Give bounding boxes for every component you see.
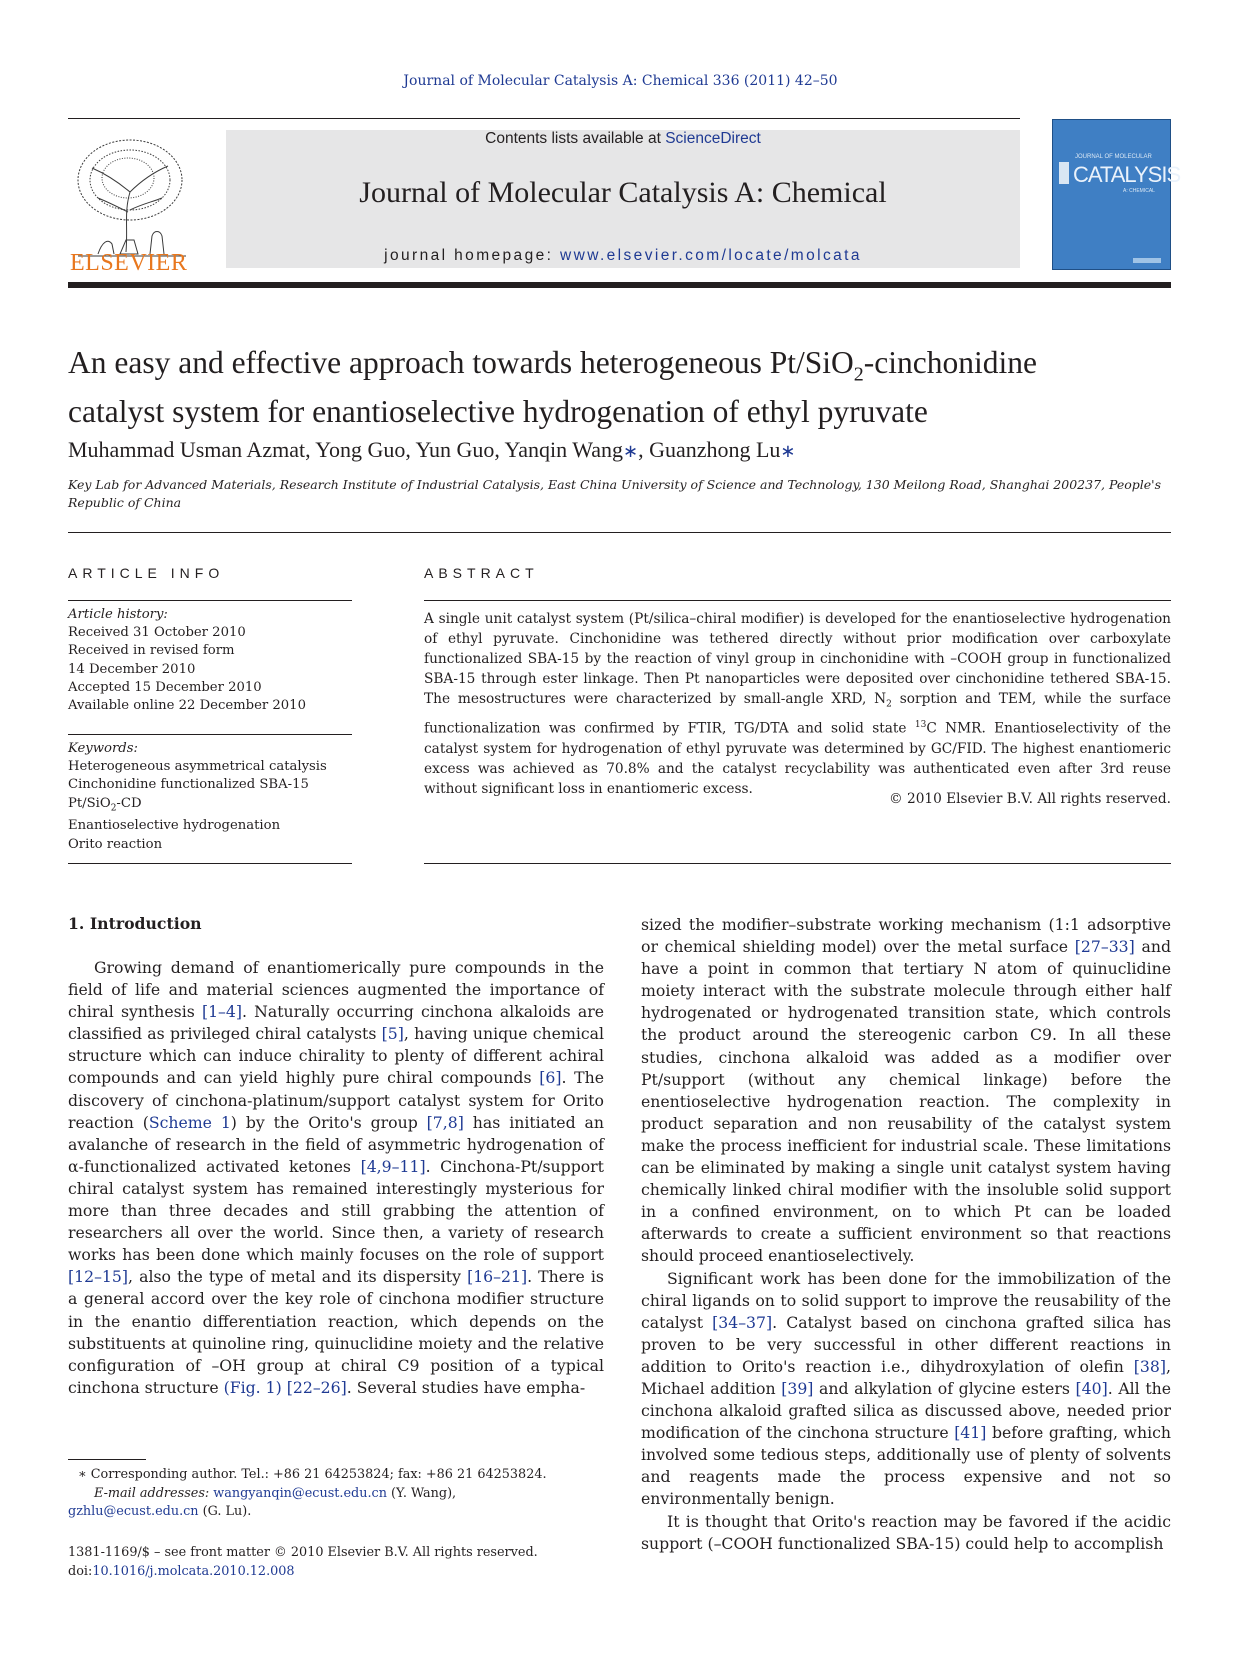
homepage-line bbox=[226, 247, 1020, 265]
keyword-item: Cinchonidine functionalized SBA-15 bbox=[68, 777, 309, 793]
ref-link[interactable]: [34–37] bbox=[712, 1312, 773, 1332]
ref-link[interactable]: [4,9–11] bbox=[360, 1156, 426, 1176]
corresponding-mark-2[interactable]: ∗ bbox=[780, 441, 796, 461]
authors-part1: Muhammad Usman Azmat, Yong Guo, Yun Guo, Yanqin Wang bbox=[68, 437, 623, 462]
abstract-bottom-rule bbox=[424, 863, 1171, 864]
ref-link[interactable]: [41] bbox=[954, 1423, 987, 1443]
email-link[interactable]: gzhlu@ecust.edu.cn bbox=[68, 1504, 199, 1519]
paragraph: It is thought that Orito's reaction may be favored if the acidic support (–COOH functionalized SBA-15) could help to accomplish bbox=[641, 1511, 1171, 1553]
ref-link[interactable]: [39] bbox=[781, 1378, 814, 1398]
body-column-left bbox=[68, 957, 604, 1399]
article-info-rule bbox=[68, 600, 352, 601]
affiliation: Key Lab for Advanced Materials, Research Institute of Industrial Catalysis, East China University of Science and Technology, 130 Meilong Road, Shanghai 200237, People's Republic of China bbox=[68, 477, 1161, 510]
keyword-item: Heterogeneous asymmetrical catalysis bbox=[68, 759, 327, 775]
ref-link[interactable]: [38] bbox=[1133, 1356, 1166, 1376]
sciencedirect-link[interactable]: ScienceDirect bbox=[665, 130, 761, 147]
abstract-heading: ABSTRACT bbox=[424, 565, 539, 581]
affiliation-rule bbox=[68, 532, 1171, 533]
author-list bbox=[68, 437, 1171, 463]
journal-cover-image bbox=[1052, 119, 1181, 270]
ref-link[interactable]: [5] bbox=[381, 1024, 404, 1044]
history-item: 14 December 2010 bbox=[68, 661, 196, 677]
scheme-link[interactable]: Scheme 1 bbox=[148, 1112, 231, 1132]
elsevier-wordmark: ELSEVIER bbox=[70, 250, 188, 276]
email-link[interactable]: wangyanqin@ecust.edu.cn bbox=[213, 1485, 387, 1501]
history-item: Received in revised form bbox=[68, 643, 235, 659]
contents-prefix: Contents lists available at bbox=[485, 130, 666, 147]
ref-link[interactable]: [22–26] bbox=[286, 1377, 347, 1397]
issn-line: 1381-1169/$ – see front matter © 2010 Elsevier B.V. All rights reserved. bbox=[68, 1545, 538, 1560]
footnote-rule bbox=[68, 1459, 146, 1460]
ref-link[interactable]: [12–15] bbox=[68, 1267, 129, 1287]
corresponding-author-note: ∗ Corresponding author. Tel.: +86 21 64253824; fax: +86 21 64253824. bbox=[78, 1467, 547, 1482]
body-column-right bbox=[641, 914, 1171, 1555]
history-item: Accepted 15 December 2010 bbox=[68, 679, 262, 695]
history-item: Available online 22 December 2010 bbox=[68, 698, 306, 714]
doi-link[interactable]: 10.1016/j.molcata.2010.12.008 bbox=[92, 1563, 295, 1579]
cover-title: CATALYSIS bbox=[1073, 162, 1181, 187]
info-bottom-rule bbox=[68, 863, 352, 864]
keyword-item: Enantioselective hydrogenation bbox=[68, 818, 281, 834]
title-subscript: 2 bbox=[853, 363, 864, 386]
keywords-label: Keywords: bbox=[68, 741, 138, 756]
history-item: Received 31 October 2010 bbox=[68, 625, 246, 641]
figure-link[interactable]: (Fig. 1) bbox=[223, 1377, 282, 1397]
copyright-line: © 2010 Elsevier B.V. All rights reserved. bbox=[888, 791, 1171, 807]
keywords-rule bbox=[68, 734, 352, 735]
history-label: Article history: bbox=[68, 607, 168, 622]
abstract-rule bbox=[424, 600, 1171, 601]
title-line1: An easy and effective approach towards heterogeneous Pt/SiO bbox=[68, 345, 854, 380]
section-heading-introduction: 1. Introduction bbox=[68, 914, 202, 933]
doi-label: doi: bbox=[68, 1563, 93, 1579]
footnote: ∗ Corresponding author. Tel.: +86 21 64253824; fax: +86 21 64253824. E-mail addresses: wangyanqin@ecust.edu.cn (Y. Wang), gzhlu@ecust.edu.cn (G. Lu). bbox=[68, 1466, 604, 1522]
front-matter bbox=[68, 1544, 604, 1581]
contents-line bbox=[226, 130, 1020, 148]
homepage-link[interactable]: www.elsevier.com/locate/molcata bbox=[560, 247, 862, 264]
journal-reference[interactable]: Journal of Molecular Catalysis A: Chemical 336 (2011) 42–50 bbox=[403, 73, 838, 89]
title-line1-end: -cinchonidine bbox=[863, 345, 1037, 380]
paragraph: sized the modifier–substrate working mechanism (1:1 adsorptive or chemical shielding model) over the metal surface [27–33] and have a point in common that tertiary N atom of quinuclidine moiety interact with the substrate molecule through either half hydrogenated or hydrogenated transition state, which controls the product around the stereogenic carbon C9. In all these studies, cinchona alkaloid was added as a modifier over Pt/support (without any chemical linkage) before the enentioselective hydrogenation reaction. The complexity in product separation and non reusability of the catalyst system make the process inefficient for industrial scale. These limitations can be eliminated by making a single unit catalyst system having chemically linked chiral modifier with the insoluble solid support in a confined environment, on to which Pt can be loaded afterwards to create a sufficient environment so that reactions should proceed enantioselectively. bbox=[641, 915, 1171, 1266]
homepage-prefix: journal homepage: bbox=[384, 247, 561, 264]
ref-link[interactable]: [1–4] bbox=[201, 1002, 242, 1022]
paragraph: Significant work has been done for the immobilization of the chiral ligands on to solid support to improve the reusability of the catalyst [34–37]. Catalyst based on cinchona grafted silica has proven to be very successful in other different reactions in addition to Orito's reaction i.e., dihydroxylation of olefin [38], Michael addition [39] and alkylation of glycine esters [40]. All the cinchona alkaloid grafted silica as discussed above, needed prior modification of the cinchona structure [41] before grafting, which involved some tedious steps, additionally use of plenty of solvents and reagents made the process expensive and not so environmentally benign. bbox=[641, 1268, 1172, 1509]
keyword-item: Pt/SiO$_2$-CD bbox=[68, 795, 142, 814]
keyword-item: Orito reaction bbox=[68, 836, 163, 852]
ref-link[interactable]: [7,8] bbox=[426, 1112, 464, 1132]
header-top-rule bbox=[68, 118, 1020, 119]
article-info-heading: ARTICLE INFO bbox=[68, 565, 225, 581]
title-line2: catalyst system for enantioselective hydrogenation of ethyl pyruvate bbox=[68, 394, 928, 430]
authors-part2: , Guanzhong Lu bbox=[638, 437, 781, 462]
cover-small-text: JOURNAL OF MOLECULAR bbox=[1075, 154, 1152, 160]
article-title bbox=[68, 344, 1171, 430]
paragraph: Growing demand of enantiomerically pure compounds in the field of life and material sciences augmented the importance of chiral synthesis [1–4]. Naturally occurring cinchona alkaloids are classified as privileged chiral catalysts [5], having unique chemical structure which can induce chirality to plenty of different achiral compounds and can yield highly pure chiral compounds [6]. The discovery of cinchona-platinum/support catalyst system for Orito reaction (Scheme 1) by the Orito's group [7,8] has initiated an avalanche of research in the field of asymmetric hydrogenation of α-functionalized activated ketones [4,9–11]. Cinchona-Pt/support chiral catalyst system has remained interestingly mysterious for more than three decades and still grabbing the attention of researchers all over the world. Since then, a variety of research works has been done which mainly focuses on the role of support [12–15], also the type of metal and its dispersity [16–21]. There is a general accord over the key role of cinchona modifier structure in the enantio differentiation reaction, which depends on the substituents at quinoline ring, quinuclidine moiety and the relative configuration of –OH group at chiral C9 position of a typical cinchona structure (Fig. 1) [22–26]. Several studies have empha- bbox=[68, 958, 604, 1397]
cover-badge bbox=[1059, 162, 1069, 184]
abstract-text: A single unit catalyst system (Pt/silica–chiral modifier) is developed for the enantioselective hydrogenation of ethyl pyruvate. Cinchonidine was tethered directly without prior modification over carboxylate functionalized SBA-15 by the reaction of vinyl group in cinchonidine with –COOH group in functionalized SBA-15 through ester linkage. Then Pt nanoparticles were deposited over cinchonidine tethered SBA-15. The mesostructures were characterized by small-angle XRD, $N_2$ sorption and TEM, while the surface functionalization was confirmed by FTIR, TG/DTA and solid state $^{13}$C NMR. Enantioselectivity of the catalyst system for hydrogenation of ethyl pyruvate was determined by GC/FID. The highest enantiomeric excess was achieved as 70.8% and the catalyst recyclability was authenticated even after 3rd reuse without significant loss in enantiomeric excess. bbox=[424, 611, 1172, 798]
ref-link[interactable]: [27–33] bbox=[1074, 937, 1135, 957]
keywords bbox=[68, 740, 352, 854]
ref-link[interactable]: [6] bbox=[539, 1068, 562, 1088]
ref-link[interactable]: [40] bbox=[1075, 1378, 1108, 1398]
article-history bbox=[68, 606, 352, 715]
cover-subtitle: A: CHEMICAL bbox=[1123, 188, 1155, 194]
ref-link[interactable]: [16–21] bbox=[467, 1267, 528, 1287]
cover-footer-mark bbox=[1133, 258, 1161, 263]
email-label: E-mail addresses: bbox=[94, 1485, 214, 1501]
header-thick-rule bbox=[68, 282, 1171, 288]
journal-title: Journal of Molecular Catalysis A: Chemical bbox=[359, 176, 887, 209]
corresponding-mark-1[interactable]: ∗ bbox=[622, 441, 639, 461]
